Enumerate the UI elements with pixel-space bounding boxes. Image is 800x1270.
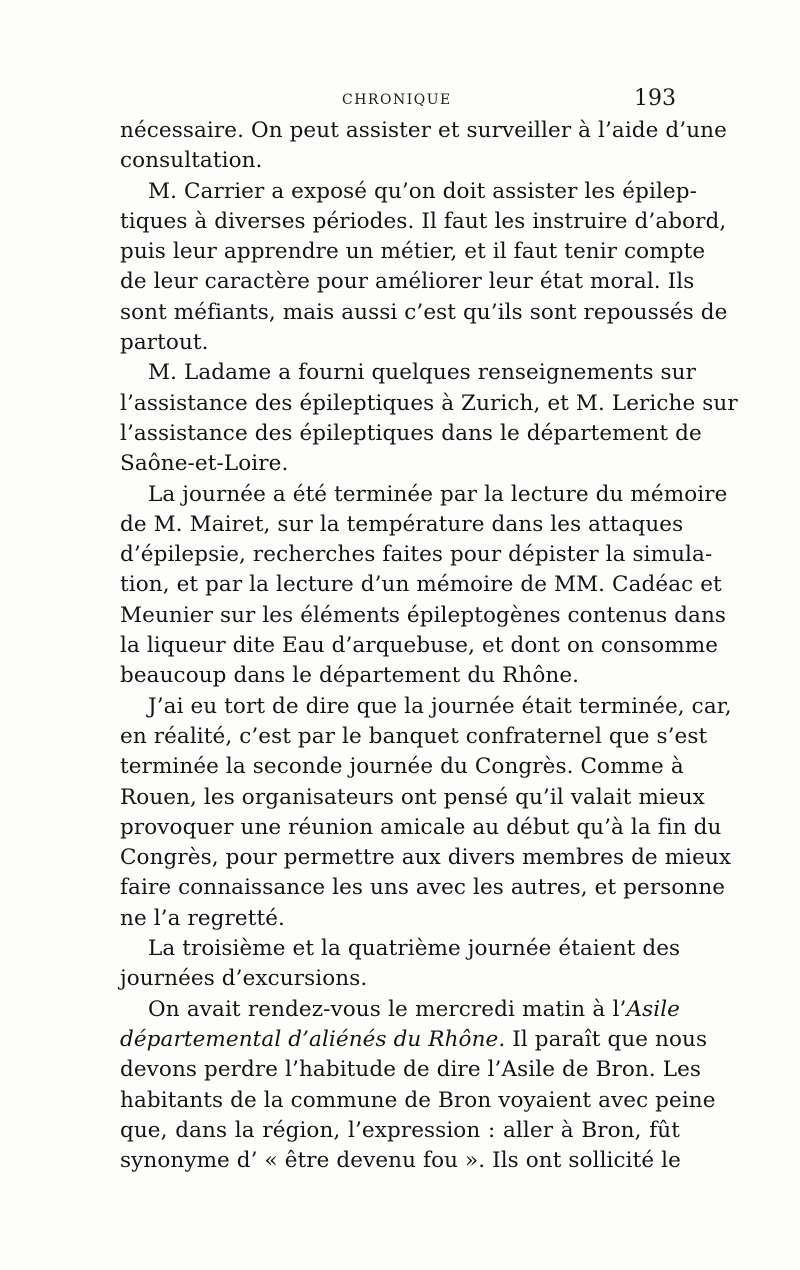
text-line <box>120 1116 680 1146</box>
text-line <box>120 995 680 1025</box>
text-line <box>120 813 722 843</box>
text-line <box>120 570 722 600</box>
text-run: faire connaissance les uns avec les autres, et personne <box>120 875 726 901</box>
text-run: Rouen, les organisateurs ont pensé qu’il valait mieux <box>120 784 705 810</box>
text-line <box>120 449 680 479</box>
text-line <box>120 267 695 297</box>
text-run: La troisième et la quatrième journée étaient des <box>148 936 681 962</box>
text-run: nécessaire. On peut assister et surveiller à l’aide d’une <box>120 118 727 143</box>
running-head-title: CHRONIQUE <box>342 92 452 108</box>
text-line <box>120 298 728 328</box>
text-line <box>120 1086 716 1116</box>
text-run: terminée la seconde journée du Congrès. Comme à <box>120 754 684 780</box>
text-line <box>120 177 697 207</box>
text-run: Congrès, pour permettre aux divers membres de mieux <box>120 845 732 871</box>
text-line <box>120 601 727 631</box>
text-run: de leur caractère pour améliorer leur état moral. Ils <box>120 269 695 295</box>
body-text <box>120 116 738 1176</box>
text-run: consultation. <box>120 148 263 174</box>
text-line <box>120 419 702 449</box>
text-run: M. Carrier a exposé qu’on doit assister les épilep- <box>148 178 697 204</box>
text-line <box>120 934 680 964</box>
text-run: d’épilepsie, recherches faites pour dépister la simula- <box>120 542 713 568</box>
text-run: On avait rendez-vous le mercredi matin à l’ <box>148 996 627 1022</box>
text-run: l’assistance des épileptiques à Zurich, et M. Leriche sur <box>120 390 738 416</box>
text-line <box>120 358 696 388</box>
text-line <box>120 540 713 570</box>
italic-text-run: départemental d’aliénés du Rhône. <box>120 1026 506 1052</box>
text-run: beaucoup dans le département du Rhône. <box>120 663 580 689</box>
italic-text-run: Asile <box>626 996 680 1022</box>
text-line <box>120 692 732 722</box>
text-line <box>120 843 732 873</box>
text-run: provoquer une réunion amicale au début qu’à la fin du <box>120 814 722 840</box>
text-line <box>120 631 719 661</box>
text-line <box>120 722 708 752</box>
text-line <box>120 1146 680 1176</box>
text-run: devons perdre l’habitude de dire l’Asile de Bron. Les <box>120 1057 702 1083</box>
text-line <box>120 146 680 176</box>
text-line <box>120 964 680 994</box>
text-line <box>120 328 680 358</box>
text-line <box>120 873 726 903</box>
text-line <box>120 752 684 782</box>
text-run: La journée a été terminée par la lecture du mémoire <box>148 481 728 507</box>
text-line <box>120 783 705 813</box>
text-line <box>120 116 727 146</box>
text-run: tiques à diverses périodes. Il faut les instruire d’abord, <box>120 208 727 234</box>
page-number: 193 <box>634 86 676 111</box>
text-run: de M. Mairet, sur la température dans les attaques <box>120 511 684 537</box>
text-run: habitants de la commune de Bron voyaient avec peine <box>120 1087 716 1113</box>
text-run: ne l’a regretté. <box>120 905 285 931</box>
text-line <box>120 904 680 934</box>
text-line <box>120 510 684 540</box>
text-line <box>120 207 727 237</box>
text-line <box>120 389 738 419</box>
text-line <box>120 661 680 691</box>
text-run: l’assistance des épileptiques dans le département de <box>120 420 702 446</box>
text-run: partout. <box>120 330 209 356</box>
text-run: M. Ladame a fourni quelques renseignements sur <box>148 360 696 386</box>
text-run: journées d’excursions. <box>120 966 368 992</box>
text-run: tion, et par la lecture d’un mémoire de MM. Cadéac et <box>120 572 722 598</box>
text-run: la liqueur dite Eau d’arquebuse, et dont on consomme <box>120 633 719 659</box>
text-run: puis leur apprendre un métier, et il faut tenir compte <box>120 239 706 265</box>
running-head <box>120 86 680 116</box>
text-run: Il paraît que nous <box>505 1026 708 1052</box>
text-line <box>120 1055 702 1085</box>
text-run: en réalité, c’est par le banquet confraternel que s’est <box>120 723 708 749</box>
text-run: Meunier sur les éléments épileptogènes contenus dans <box>120 602 727 628</box>
text-run: Saône-et-Loire. <box>120 451 289 477</box>
text-line <box>120 480 728 510</box>
text-line <box>120 1025 708 1055</box>
text-run: J’ai eu tort de dire que la journée était terminée, car, <box>148 693 732 719</box>
text-line <box>120 237 706 267</box>
text-run: que, dans la région, l’expression : aller à Bron, fût <box>120 1117 680 1143</box>
text-run: synonyme d’ « être devenu fou ». Ils ont sollicité le <box>120 1148 681 1174</box>
text-run: sont méfiants, mais aussi c’est qu’ils sont repoussés de <box>120 299 728 325</box>
